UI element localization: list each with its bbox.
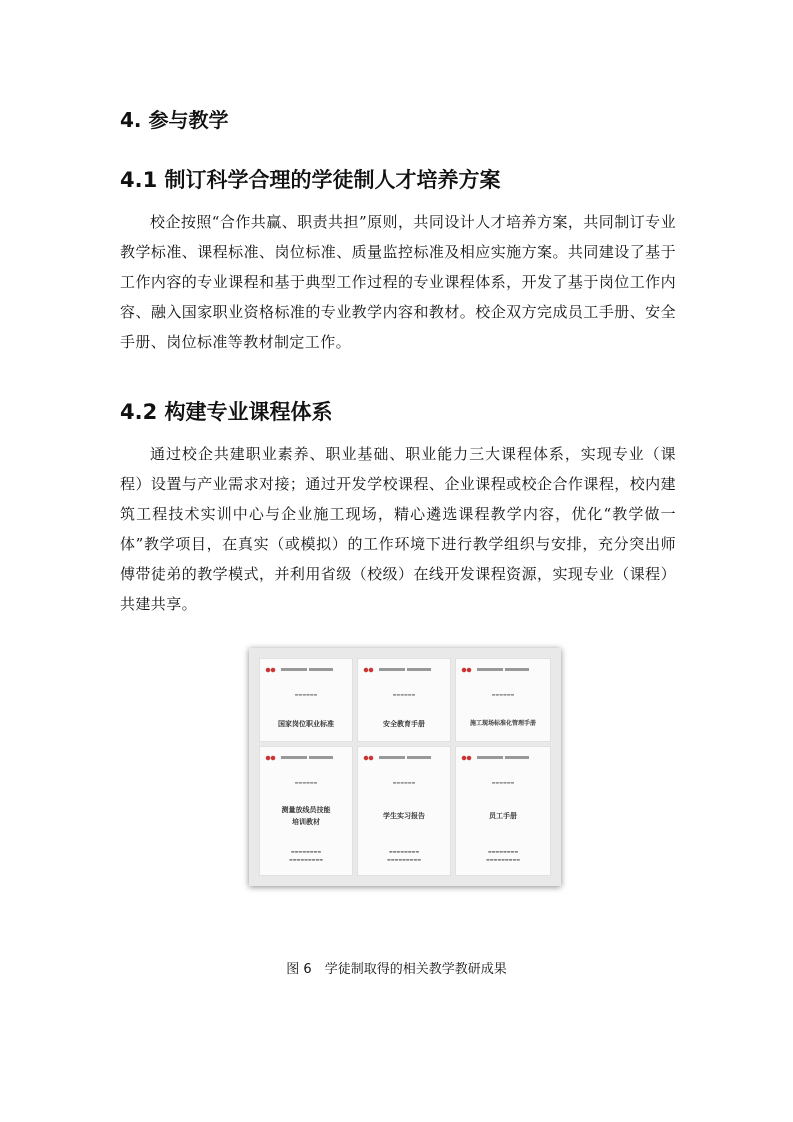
book-publisher-decor: ▬▬▬▬▬▬▬▬ ▬▬▬▬▬▬▬▬▬ xyxy=(386,849,421,862)
subsection-title-4-2: 4.2 构建专业课程体系 xyxy=(120,400,333,424)
book-title: 施工现场标准化管理手册 xyxy=(469,720,536,727)
book-subtitle-decor: ▬▬▬▬▬▬ xyxy=(392,692,416,697)
book-title: 员工手册 xyxy=(489,811,517,820)
school-logo-icon xyxy=(265,754,335,761)
book-subtitle-decor: ▬▬▬▬▬▬ xyxy=(392,780,416,785)
book-cover xyxy=(455,746,551,876)
book-subtitle-decor: ▬▬▬▬▬▬ xyxy=(491,780,515,785)
book-title: 国家岗位职业标准 xyxy=(278,719,334,728)
school-logo-icon xyxy=(461,666,531,673)
book-subtitle-decor: ▬▬▬▬▬▬ xyxy=(294,692,318,697)
paragraph-4-2: 通过校企共建职业素养、职业基础、职业能力三大课程体系，实现专业（课程）设置与产业需求对接；通过开发学校课程、企业课程或校企合作课程，校内建筑工程技术实训中心与企业施工现场，精心遴选课程教学内容，优化“教学做一体”教学项目，在真实（或模拟）的工作环境下进行教学组织与安排，充分突出师傅带徒弟的教学模式，并利用省级（校级）在线开发课程资源，实现专业（课程）共建共享。 xyxy=(120,445,676,613)
paragraph-4-1: 校企按照“合作共赢、职责共担”原则，共同设计人才培养方案，共同制订专业教学标准、课程标准、岗位标准、质量监控标准及相应实施方案。共同建设了基于工作内容的专业课程和基于典型工作过程的专业课程体系，开发了基于岗位工作内容、融入国家职业资格标准的专业教学内容和教材。校企双方完成员工手册、安全手册、岗位标准等教材制定工作。 xyxy=(120,213,676,351)
book-cover xyxy=(259,658,353,742)
figure-photo xyxy=(249,648,561,886)
book-subtitle-decor: ▬▬▬▬▬▬ xyxy=(491,692,515,697)
book-publisher-decor: ▬▬▬▬▬▬▬▬ ▬▬▬▬▬▬▬▬▬ xyxy=(288,849,323,862)
book-publisher-decor: ▬▬▬▬▬▬▬▬ ▬▬▬▬▬▬▬▬▬ xyxy=(485,849,520,862)
school-logo-icon xyxy=(461,754,531,761)
book-title: 测量放线员技能培训教材 xyxy=(281,805,331,826)
school-logo-icon xyxy=(363,666,433,673)
section-title: 4. 参与教学 xyxy=(120,108,229,132)
book-title: 安全教育手册 xyxy=(383,719,425,728)
figure-caption: 图 6 学徒制取得的相关教学教研成果 xyxy=(286,962,507,977)
book-subtitle-decor: ▬▬▬▬▬▬ xyxy=(294,780,318,785)
book-cover xyxy=(455,658,551,742)
subsection-title-4-1: 4.1 制订科学合理的学徒制人才培养方案 xyxy=(120,168,501,192)
school-logo-icon xyxy=(363,754,433,761)
book-cover xyxy=(259,746,353,876)
book-cover xyxy=(357,746,451,876)
book-cover xyxy=(357,658,451,742)
book-title: 学生实习报告 xyxy=(383,811,425,820)
school-logo-icon xyxy=(265,666,335,673)
